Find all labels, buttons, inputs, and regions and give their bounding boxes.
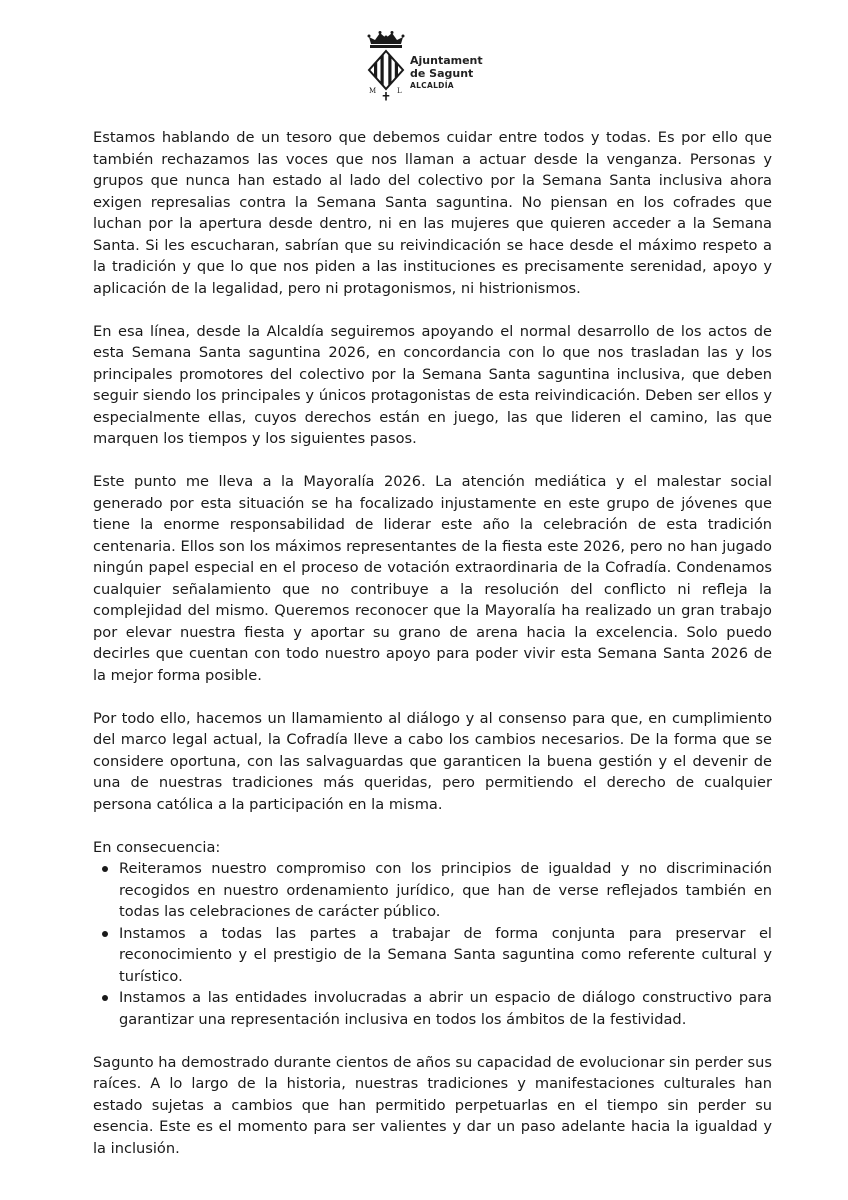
paragraph: En esa línea, desde la Alcaldía seguiremos apoyando el normal desarrollo de los actos de esta Semana Santa saguntina 2026, en concordancia con lo que nos trasladan las y los principales promotores del colectivo por la Semana Santa saguntina inclusiva, que deben seguir siendo los principales y únicos protagonistas de esta reivindicación. Deben ser ellos y especialmente ellas, cuyos derechos están en juego, las que lideren el camino, las que marquen los tiempos y los siguientes pasos. [93, 322, 772, 447]
logo-wordmark [410, 54, 483, 91]
closing-paragraph: Sagunto ha demostrado durante cientos de años su capacidad de evolucionar sin perder sus raíces. A lo largo de la historia, nuestras tradiciones y manifestaciones culturales han estado sujetas a cambios que han permitido perpetuarlas en el tiempo sin perder su esencia. Este es el momento para ser valientes y dar un paso adelante hacia la igualdad y la inclusión. [93, 1053, 772, 1157]
logo-line-alcaldia: ALCALDÍA [410, 81, 454, 90]
bullet-list [93, 858, 772, 1030]
bullet-item: Reiteramos nuestro compromiso con los principios de igualdad y no discriminación recogidos en nuestro ordenamiento jurídico, que han de verse reflejados también en todas las celebraciones de carácter público. [119, 858, 772, 923]
bullet-item: Instamos a todas las partes a trabajar de forma conjunta para preservar el reconocimiento y el prestigio de la Semana Santa saguntina como referente cultural y turístico. [119, 923, 772, 988]
consequence-intro: En consecuencia: [93, 838, 221, 856]
coat-of-arms-icon [366, 30, 406, 102]
paragraph: Por todo ello, hacemos un llamamiento al diálogo y al consenso para que, en cumplimiento del marco legal actual, la Cofradía lleve a cabo los cambios necesarios. De la forma que se considere oportuna, con las salvaguardas que garanticen la buena gestión y el devenir de una de nuestras tradiciones más queridas, pero permitiendo el derecho de cualquier persona católica a la participación en la misma. [93, 709, 772, 813]
crest-letter-l: L [397, 87, 402, 95]
letterhead [366, 30, 506, 102]
paragraph: Estamos hablando de un tesoro que debemos cuidar entre todos y todas. Es por ello que también rechazamos las voces que nos llaman a actuar desde la venganza. Personas y grupos que nunca han estado al lado del colectivo por la Semana Santa inclusiva ahora exigen represalias contra la Semana Santa saguntina. No piensan en los cofrades que luchan por la apertura desde dentro, ni en las mujeres que quieren acceder a la Semana Santa. Si les escucharan, sabrían que su reivindicación se hace desde el máximo respeto a la tradición y que lo que nos piden a las instituciones es precisamente serenidad, apoyo y aplicación de la legalidad, pero ni protagonismos, ni histrionismos. [93, 129, 772, 297]
document-body [93, 127, 772, 1181]
bullet-item: Instamos a las entidades involucradas a abrir un espacio de diálogo constructivo para garantizar una representación inclusiva en todos los ámbitos de la festividad. [119, 987, 772, 1030]
crest-letter-m: M [369, 87, 377, 95]
logo-line-ajuntament: Ajuntament [410, 54, 483, 67]
paragraph: Este punto me lleva a la Mayoralía 2026. La atención mediática y el malestar social generado por esta situación se ha focalizado injustamente en este grupo de jóvenes que tiene la enorme responsabilidad de liderar este año la celebración de esta tradición centenaria. Ellos son los máximos representantes de la fiesta este 2026, pero no han jugado ningún papel especial en el proceso de votación extraordinaria de la Cofradía. Condenamos cualquier señalamiento que no contribuye a la resolución del conflicto ni refleja la complejidad del mismo. Queremos reconocer que la Mayoralía ha realizado un gran trabajo por elevar nuestra fiesta y aportar su grano de arena hacia la excelencia. Solo puedo decirles que cuentan con todo nuestro apoyo para poder vivir esta Semana Santa 2026 de la mejor forma posible. [93, 473, 772, 684]
logo-line-de-sagunt: de Sagunt [410, 67, 474, 80]
